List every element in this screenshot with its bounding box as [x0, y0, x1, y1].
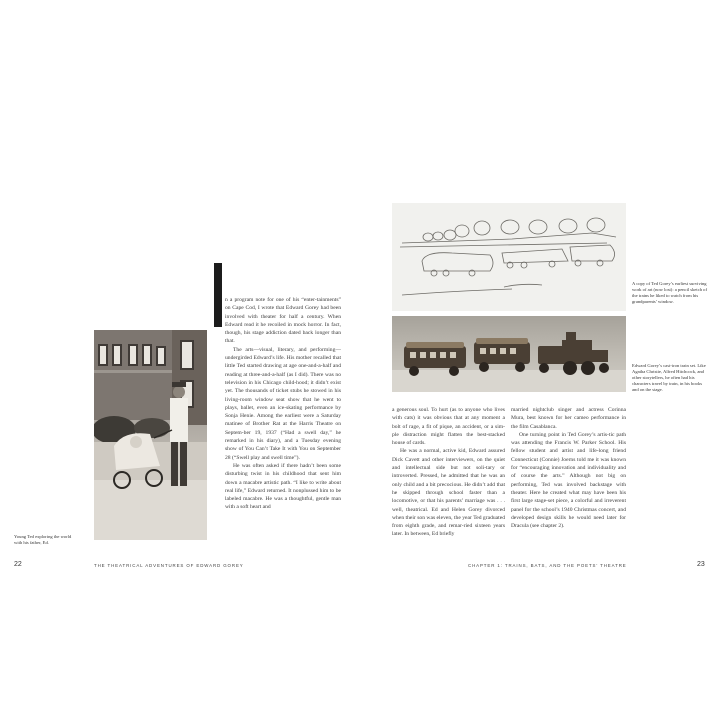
- paragraph: He was a normal, active kid, Edward assured Dick Cavett and other interviewers, on the quiet and intellectual side but not soli-tary or introverted. Pressed, he admitted that he was an only child and a bit precocious. He didn’t add that he skipped through school faster than a locomotive, or that his parents’ marriage was . . . well, theatrical. Ed and Helen Gorey divorced when their son was eleven, the year Ted graduated from eighth grade, and remar-ried sixteen years later. In between, Ed briefly: [392, 448, 505, 538]
- running-head-right: CHAPTER 1: TRAINS, BATS, AND THE POETS’ THEATRE: [468, 563, 627, 568]
- photo-father-and-son: [94, 330, 207, 540]
- right-column-one: [392, 406, 505, 539]
- drop-cap-i: [214, 263, 222, 327]
- page-number-right: 23: [697, 561, 705, 568]
- photo-caption-left: Young Ted exploring the world with his father, Ed.: [14, 534, 72, 545]
- paragraph: He was often asked if there hadn’t been some disturbing twist in his childhood that sent him down a macabre artistic path. “I like to write about real life,” Edward returned. It nonplussed him to be labeled macabre. He was a thoughtful, gentle man with a soft heart and: [225, 462, 341, 511]
- photo-caption-train-set: Edward Gorey’s cast-iron train set. Like Agatha Christie, Alfred Hitchcock, and other storytellers, he often had his characters travel by train, in his books and on the stage.: [632, 363, 706, 392]
- cast-iron-train-photo: [392, 316, 626, 392]
- page-number-left: 22: [14, 561, 22, 568]
- paragraph: One turning point in Ted Gorey’s artis-tic path was attending the Francis W. Parker School. His fellow student and artist and life-long friend Connecticut (Connie) Joerns told me it was known for “encouraging innovation and individuality and of course the arts.” Although not big on performing, Ted was involved backstage with theater. Here he created what may have been his first large stage-set piece, a colorful and irreverent panel for the school’s 1940 Christmas concert, and developed design skills he would need later for Dracula (see chapter 2).: [511, 431, 626, 530]
- paragraph: n a program note for one of his “enter-tainments” on Cape Cod, I wrote that Edward Gorey had been involved with theater for half a century. When Edward read it he recoiled in mock horror. In fact, though, his stage addiction dated back longer than that.: [225, 297, 341, 345]
- pencil-train-sketch: [392, 203, 626, 311]
- paragraph: a generous soul. To hurt (as to anyone who lives with cats) it was obvious that at any moment a bolt of rage, a fit of pique, an accident, or a sim-ple distraction might flatten the best-stacked house of cards.: [392, 407, 505, 447]
- paragraph: The arts—visual, literary, and performing—undergirded Edward’s life. His mother recalled that little Ted started drawing at age one-and-a-half and reading at three-and-a-half (as I did). There was no television in his Chicago child-hood; it didn’t exist yet. The thousands of ticket stubs he stowed in his living-room window seat show that he went to plays, ballet, even an ice-skating performance by Sonja Henie. Among the earliest were a Saturday matinee of Brother Rat at the Harris Theatre on Septem-ber 19, 1937 (“Had a swell day,” he remarked in his diary), and a Tuesday evening show of You Can’t Take It with You on September 28 (“Swell play and swell time”).: [225, 346, 341, 461]
- paragraph: married nightclub singer and actress Corinna Mura, best known for her cameo performance in the film Casablanca.: [511, 407, 626, 430]
- left-column-opening: [225, 296, 341, 512]
- photo-caption-sketch: A copy of Ted Gorey’s earliest surviving work of art (now lost): a pencil sketch of the trains he liked to watch from his grandparents’ window.: [632, 281, 708, 304]
- running-head-left: THE THEATRICAL ADVENTURES OF EDWARD GOREY: [94, 563, 244, 568]
- right-column-two: [511, 406, 626, 530]
